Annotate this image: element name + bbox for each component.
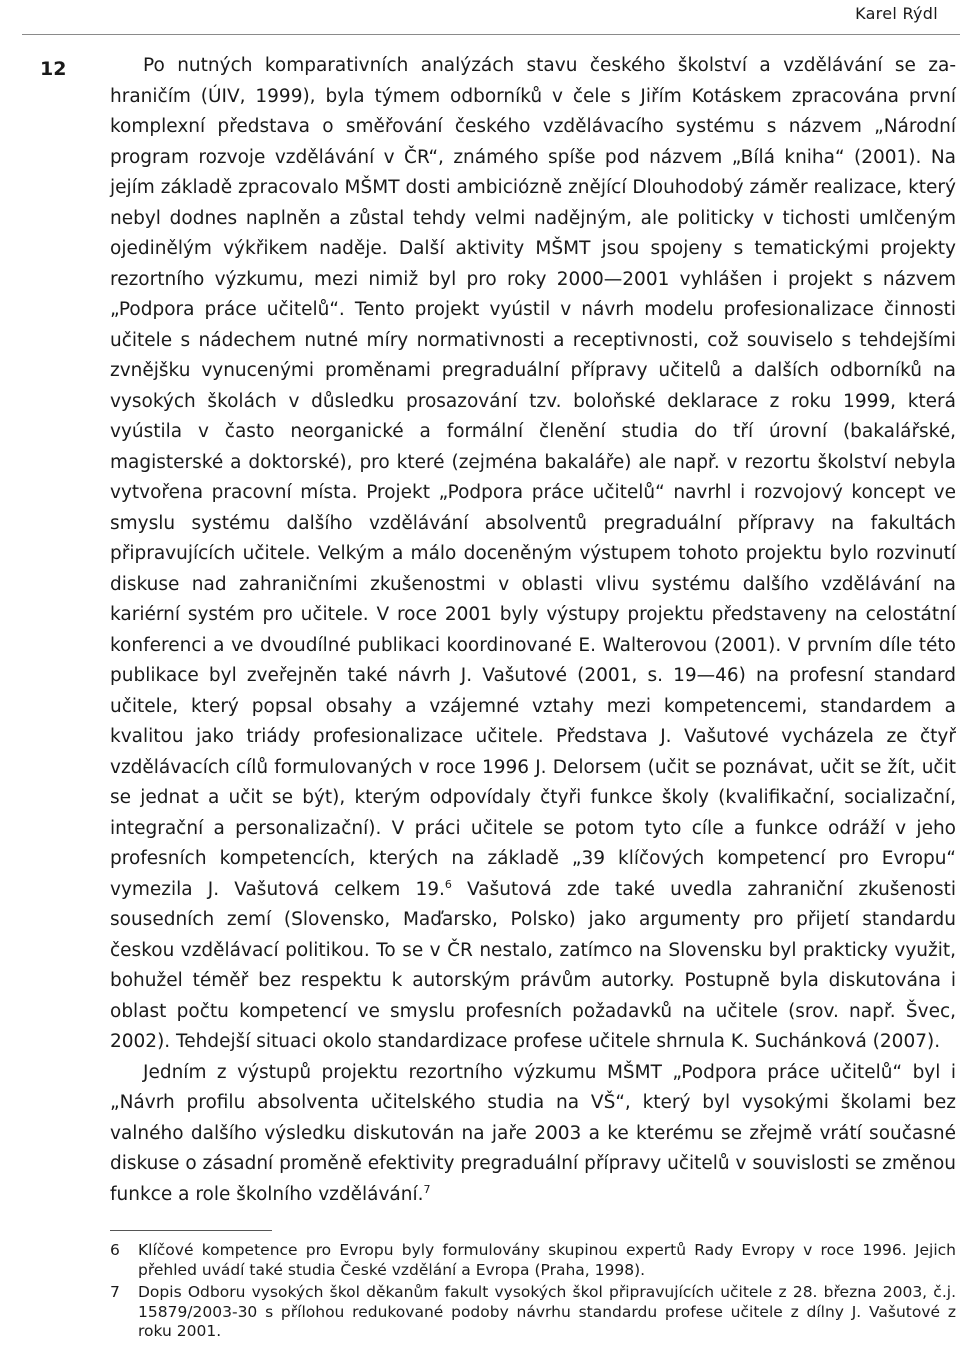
paragraph-text: Po nutných komparativních analýzách stavu českého školství a vzdělávání se zahraničím (ÚIV, 1999), byla týmem odborníků v čele s Jiřím Kotáskem zpracována první komplexní představa o směřování českého vzdělávacího systému s názvem „Národní program rozvoje vzdělávání v ČR“, známého spíše pod názvem „Bílá kniha“ (2001). Na jejím základě zpracovalo MŠMT dosti ambiciózně znějící Dlouhodobý záměr realizace, který nebyl dodnes naplněn a zůstal tehdy velmi nadějným, ale politicky v tichosti umlčeným ojedinělým výkřikem naděje. Další aktivity MŠMT jsou spojeny s tematickými projekty rezortního výzkumu, mezi nimiž byl pro roky 2000—2001 vyhlášen i projekt s názvem „Podpora práce učitelů“. Tento projekt vyústil v návrh modelu profesionalizace činnosti učitele s nádechem nutné míry normativnosti a receptivnosti, což souviselo s tehdejšími zvnějšku vynucenými proměnami pregraduální přípravy učitelů a dalších odborníků na vysokých školách v důsledku prosazování tzv. boloňské deklarace z roku 1999, která vyústila v často neorganické a formální členění studia do tří úrovní (bakalářské, magisterské a doktorské), pro které (zejména bakaláře) ale např. v rezortu školství nebyla vytvořena pracovní místa. Projekt „Podpora práce učitelů“ navrhl i rozvojový koncept ve smyslu systému dalšího vzdělávání absolventů pregraduální přípravy na fakultách připravujících učitele. Velkým a málo doceněným výstupem tohoto projektu bylo rozvinutí diskuse nad zahraničními zkušenostmi v oblasti vlivu systému dalšího vzdělávání na kariérní systém pro učitele. V roce 2001 byly výstupy projektu představeny na celostátní konferenci a ve dvoudílné publikaci koordinované E. Walterovou (2001). V prvním díle této publikace byl zveřejněn také návrh J. Vašutové (2001, s. 19—46) na profesní standard učitele, který popsal obsahy a vzájemné vztahy mezi kompetencemi, standardem a kvalitou jako triády profesionalizace učitele. Představa J. Vašutové vycházela ze čtyř vzdělávacích cílů formulovaných v roce 1996 J. Delorsem (učit se poznávat, učit se žít, učit se jednat a učit se být), kterým odpovídaly čtyři funkce školy (kvalifikační, socializační, integrační a personalizační). V práci učitele se potom tyto cíle a funkce odráží v jeho profesních kompetencích, kterých na základě „39 klíčových kompetencí pro Evropu“ vymezila J. Vašutová celkem 19.: [110, 55, 956, 900]
footnote: [110, 1283, 956, 1342]
footnote-reference[interactable]: 6: [444, 877, 452, 891]
main-text: [110, 51, 956, 1210]
running-head-author: Karel Rýdl: [855, 4, 938, 23]
page-number: 12: [40, 58, 67, 80]
footnote-text: Dopis Odboru vysokých škol děkanům fakult vysokých škol připravujících učitele z 28. března 2003, č.j. 15879/2003-30 s přílohou redukované podoby návrhu standardu profese učitele z dílny J. Vašutové z roku 2001.: [138, 1283, 956, 1340]
footnote-number: 7: [110, 1283, 120, 1301]
paragraph-text: Vašutová zde také uvedla zahraniční zkušenosti sousedních zemí (Slovensko, Maďarsko, Polsko) jako argumenty pro přijetí standardu českou vzdělávací politikou. To se v ČR nestalo, zatímco na Slovensku byl prakticky využit, bohužel téměř bez respektu k autorským právům autorky. Postupně byla diskutována i oblast počtu kompetencí ve smyslu profesních požadavků na učitele (srov. např. Švec, 2002). Tehdejší situaci okolo standardizace profese učitele shrnula K. Suchánková (2007).: [110, 878, 956, 1052]
header-rule: [22, 34, 960, 35]
footnote-reference[interactable]: 7: [423, 1182, 431, 1196]
footnote-text: Klíčové kompetence pro Evropu byly formulovány skupinou expertů Rady Evropy v roce 1996. Jejich přehled uvádí také studia České vzdělání a Evropa (Praha, 1998).: [138, 1241, 956, 1279]
footnote: [110, 1241, 956, 1280]
footnote-number: 6: [110, 1241, 120, 1259]
paragraph: [110, 51, 956, 1058]
footnote-separator: [110, 1230, 272, 1231]
footnotes: [110, 1241, 956, 1345]
paragraph: [110, 1058, 956, 1211]
paragraph-text: Jedním z výstupů projektu rezortního výzkumu MŠMT „Podpora práce učitelů“ byl i „Návrh profilu absolventa učitelského studia na VŠ“, který byl vysokými školami bez valného dalšího výsledku diskutován na jaře 2003 a ke kterému se zřejmě vrátí současné diskuse o zásadní proměně efektivity pregraduální přípravy učitelů v souvislosti se změnou funkce a role školního vzdělávání.: [110, 1061, 956, 1205]
